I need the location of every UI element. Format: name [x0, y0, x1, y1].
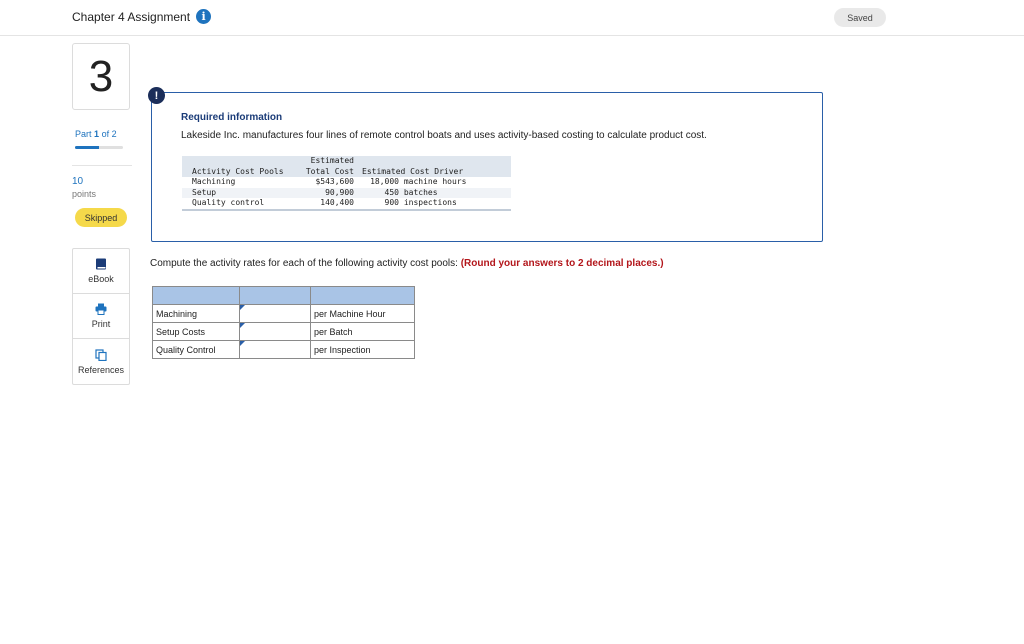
- flag-marker: [240, 305, 245, 310]
- quality-rate-input[interactable]: [240, 342, 310, 358]
- row-label-machining: Machining: [153, 305, 240, 323]
- required-info-text: Lakeside Inc. manufactures four lines of remote control boats and uses activity-based costing to calculate product cost.: [181, 130, 707, 141]
- printer-icon: [95, 303, 107, 315]
- ebook-button[interactable]: [73, 249, 129, 294]
- flag-marker: [240, 341, 245, 346]
- book-icon: [95, 258, 107, 270]
- row-label-quality: Quality Control: [153, 341, 240, 359]
- references-label: References: [77, 364, 125, 375]
- header-driver: Estimated Cost Driver: [362, 167, 511, 178]
- info-icon[interactable]: i: [196, 9, 211, 24]
- question-number: 3: [72, 43, 130, 110]
- assignment-title: [72, 9, 211, 24]
- references-button[interactable]: [73, 339, 129, 384]
- flag-marker: [240, 323, 245, 328]
- table-row: [153, 341, 415, 359]
- header-total-cost: Total Cost: [300, 167, 362, 178]
- instructions: [150, 258, 664, 269]
- answer-table-header: [153, 287, 415, 305]
- tools-panel: [72, 248, 130, 385]
- part-of: of 2: [101, 129, 117, 139]
- print-button[interactable]: [73, 294, 129, 339]
- ebook-label: eBook: [88, 274, 114, 284]
- question-sidebar: [72, 43, 130, 223]
- part-current: 1: [94, 129, 100, 139]
- row-unit-setup: per Batch: [311, 323, 415, 341]
- top-bar: [0, 0, 1024, 36]
- header-pool: Activity Cost Pools: [182, 167, 300, 178]
- required-information-box: [151, 92, 823, 242]
- part-progress-fill: [75, 146, 99, 149]
- machining-rate-input[interactable]: [240, 306, 310, 322]
- print-label: Print: [91, 319, 111, 329]
- rounding-note: (Round your answers to 2 decimal places.): [460, 258, 664, 269]
- saved-status-badge: Saved: [834, 8, 886, 27]
- table-row: Quality control 140,400 900 inspections: [182, 198, 511, 209]
- table-row: Machining $543,600 18,000 machine hours: [182, 177, 511, 188]
- part-indicator: [75, 129, 117, 139]
- cost-pool-table: [182, 156, 511, 211]
- required-info-title: Required information: [181, 112, 283, 123]
- points-label: points: [72, 189, 97, 199]
- row-unit-quality: per Inspection: [311, 341, 415, 359]
- alert-icon: !: [148, 87, 165, 104]
- row-unit-machining: per Machine Hour: [311, 305, 415, 323]
- table-row: [153, 305, 415, 323]
- part-progress-bar: [75, 146, 123, 149]
- assignment-title-text: Chapter 4 Assignment: [72, 9, 191, 24]
- references-icon: [95, 349, 107, 361]
- points-value: 10: [72, 176, 84, 187]
- header-estimated: Estimated: [300, 156, 362, 167]
- row-label-setup: Setup Costs: [153, 323, 240, 341]
- skipped-badge[interactable]: Skipped: [75, 208, 127, 227]
- sidebar-divider: [72, 165, 132, 166]
- answer-table: [152, 286, 415, 359]
- table-row: Setup 90,900 450 batches: [182, 188, 511, 199]
- table-row: [153, 323, 415, 341]
- setup-rate-input[interactable]: [240, 324, 310, 340]
- part-prefix: Part: [75, 129, 92, 139]
- instructions-text: Compute the activity rates for each of the following activity cost pools:: [150, 258, 458, 269]
